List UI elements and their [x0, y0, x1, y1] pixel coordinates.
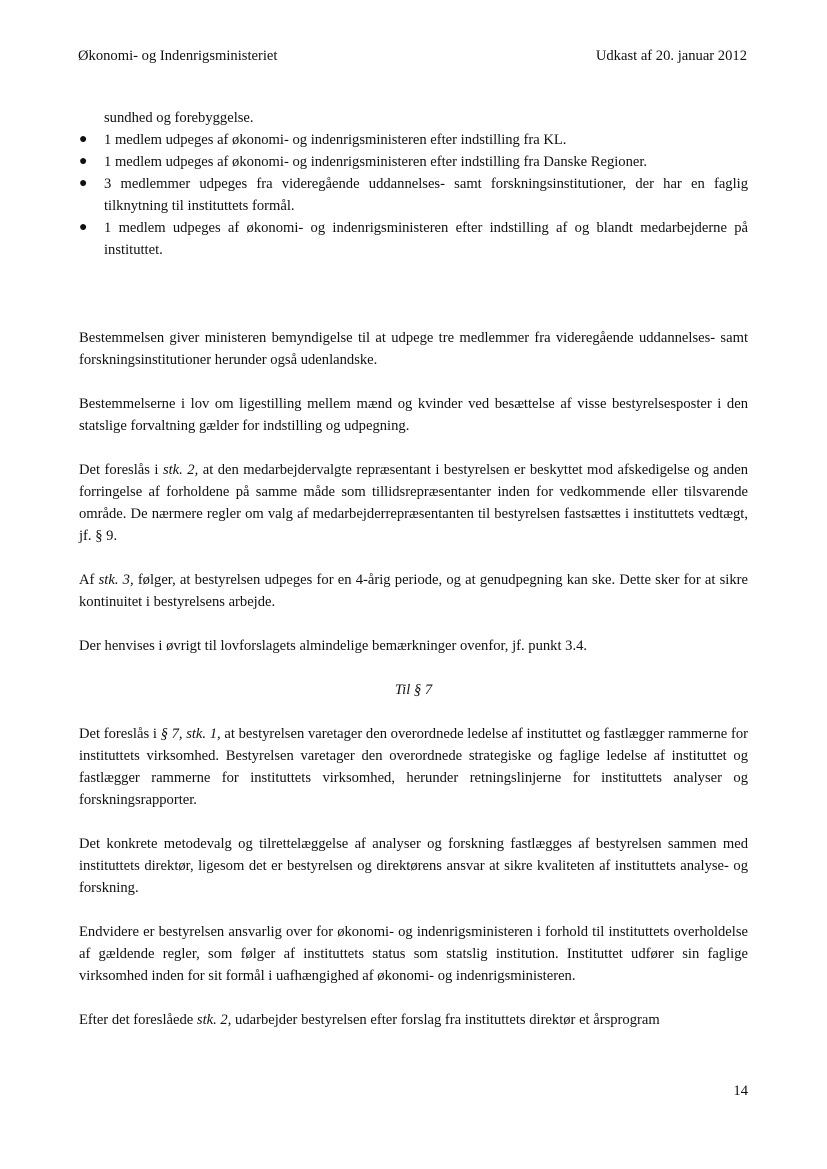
- paragraph: Endvidere er bestyrelsen ansvarlig over for økonomi- og indenrigsministeren i forhold til instituttets overholdelse af gældende regler, som følger af instituttets status som statslig institution. Instituttet udfører sin faglige virksomhed inden for sit formål i uafhængighed af økonomi- og indenrigsministeren.: [79, 924, 748, 984]
- paragraph-text: udarbejder bestyrelsen efter forslag fra instituttets direktør et årsprogram: [231, 1012, 660, 1028]
- paragraph-text: at bestyrelsen varetager den overordnede ledelse af instituttet og fastlægger rammerne for instituttets virksomhed. Bestyrelsen varetager den overordnede strategiske og faglige ledelse af instituttet og fastlægger rammerne for instituttets virksomhed, herunder retningslinjerne for instituttets analyser og forskningsrapporter.: [79, 726, 748, 808]
- page-header: [78, 48, 747, 70]
- paragraph: Bestemmelserne i lov om ligestilling mellem mænd og kvinder ved besættelse af visse bestyrelsesposter i den statslige forvaltning gælder for indstilling og udpegning.: [79, 396, 748, 434]
- paragraph: [79, 1009, 748, 1031]
- reference-italic: stk. 2,: [162, 462, 199, 478]
- paragraph-text: at den medarbejdervalgte repræsentant i bestyrelsen er beskyttet mod afskedigelse og anden forringelse af forholdene på samme måde som tillidsrepræsentanter inden for vedkommende eller tilsvarende område. De nærmere regler om valg af medarbejderrepræsentanten til bestyrelsen fastsættes i instituttets vedtægt, jf. § 9.: [79, 462, 748, 544]
- list-item: [79, 151, 748, 173]
- section-gap: [79, 261, 748, 327]
- reference-italic: § 7, stk. 1,: [160, 726, 221, 742]
- list-item-text: 1 medlem udpeges af økonomi- og indenrigsministeren efter indstilling af og blandt medarbejderne på instituttet.: [104, 220, 748, 258]
- paragraph: [79, 459, 748, 547]
- paragraph: Der henvises i øvrigt til lovforslagets almindelige bemærkninger ovenfor, jf. punkt 3.4.: [79, 638, 588, 654]
- section-heading: Til § 7: [394, 682, 433, 698]
- bullet-icon: ●: [79, 132, 88, 147]
- list-item-text: 1 medlem udpeges af økonomi- og indenrigsministeren efter indstilling fra Danske Regioner.: [104, 154, 648, 170]
- paragraph-text: følger, at bestyrelsen udpeges for en 4-årig periode, og at genudpegning kan ske. Dette sker for at sikre kontinuitet i bestyrelsens arbejde.: [79, 572, 748, 610]
- reference-italic: stk. 2,: [196, 1012, 232, 1028]
- member-list: [79, 129, 748, 261]
- header-ministry: Økonomi- og Indenrigsministeriet: [78, 48, 278, 64]
- bullet-icon: ●: [79, 176, 88, 191]
- bullet-icon: ●: [79, 220, 88, 235]
- list-item: [79, 217, 748, 261]
- reference-italic: stk. 3,: [98, 572, 134, 588]
- list-item-text: 1 medlem udpeges af økonomi- og indenrigsministeren efter indstilling fra KL.: [104, 132, 567, 148]
- paragraph-text: Det foreslås i: [79, 462, 163, 478]
- paragraph: Bestemmelsen giver ministeren bemyndigelse til at udpege tre medlemmer fra videregående uddannelses- samt forskningsinstitutioner herunder også udenlandske.: [79, 330, 748, 368]
- bullet-icon: ●: [79, 154, 88, 169]
- paragraph: [79, 723, 748, 811]
- paragraph-text: Efter det foreslåede: [79, 1012, 197, 1028]
- continuation-text: sundhed og forebyggelse.: [104, 110, 254, 126]
- list-item-text: 3 medlemmer udpeges fra videregående uddannelses- samt forskningsinstitutioner, der har en faglig tilknytning til instituttets formål.: [104, 176, 748, 214]
- paragraph-text: Af: [79, 572, 99, 588]
- list-item: [79, 173, 748, 217]
- document-body: [79, 107, 748, 1031]
- paragraph: Det konkrete metodevalg og tilrettelæggelse af analyser og forskning fastlægges af bestyrelsen sammen med instituttets direktør, ligesom det er bestyrelsen og direktørens ansvar at sikre kvaliteten af instituttets analyse- og forskning.: [79, 836, 748, 896]
- list-item: [79, 129, 748, 151]
- paragraph-text: Det foreslås i: [79, 726, 161, 742]
- page-number: 14: [733, 1083, 748, 1099]
- header-draft-date: Udkast af 20. januar 2012: [595, 48, 747, 64]
- paragraph: [79, 569, 748, 613]
